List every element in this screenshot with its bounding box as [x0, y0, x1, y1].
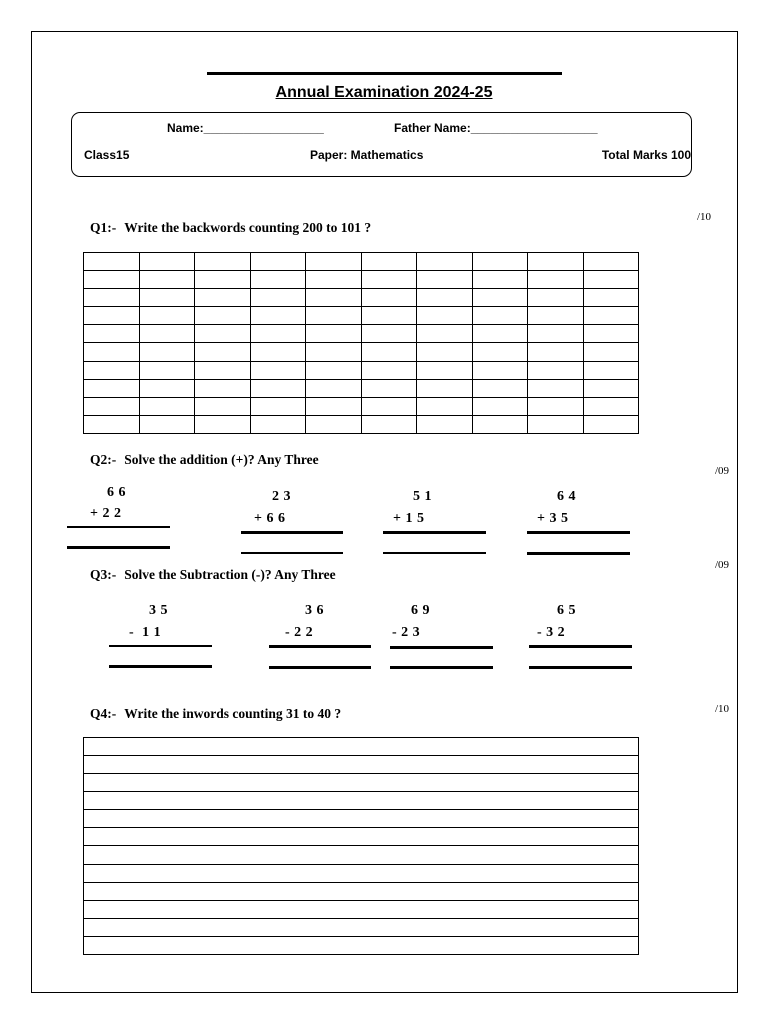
- q1-title: [90, 220, 371, 236]
- q1-grid-cell[interactable]: [417, 289, 473, 307]
- q1-grid-cell[interactable]: [361, 307, 417, 325]
- header-rule: [207, 72, 562, 75]
- q1-grid-cell[interactable]: [306, 361, 362, 379]
- q1-grid-cell[interactable]: [472, 289, 528, 307]
- q3-problem-3-top: 6 9: [411, 603, 430, 618]
- q1-grid-cell[interactable]: [583, 343, 639, 361]
- q4-answer-line: [84, 774, 639, 792]
- q4-answer-cell[interactable]: [84, 882, 639, 900]
- q1-grid-cell[interactable]: [528, 361, 584, 379]
- q1-grid-row: [84, 397, 639, 415]
- q4-answer-cell[interactable]: [84, 792, 639, 810]
- q1-grid-cell[interactable]: [139, 397, 195, 415]
- q1-grid-cell[interactable]: [583, 307, 639, 325]
- q2-title: [90, 452, 319, 468]
- q4-answer-cell[interactable]: [84, 864, 639, 882]
- q1-grid-cell[interactable]: [417, 307, 473, 325]
- q3-title: [90, 567, 336, 583]
- q2-problem-1-bottom: + 2 2: [90, 506, 122, 521]
- q1-grid-cell[interactable]: [583, 253, 639, 271]
- q1-grid-cell[interactable]: [583, 379, 639, 397]
- q4-answer-cell[interactable]: [84, 846, 639, 864]
- q4-text: Write the inwords counting 31 to 40 ?: [124, 706, 342, 721]
- q1-grid-row: [84, 379, 639, 397]
- q1-grid-cell[interactable]: [417, 379, 473, 397]
- q1-grid-cell[interactable]: [195, 397, 251, 415]
- q1-grid-cell[interactable]: [139, 325, 195, 343]
- q4-number: Q4:-: [90, 706, 117, 721]
- q1-grid-cell[interactable]: [306, 379, 362, 397]
- q3-problem-3-rule: [390, 646, 493, 649]
- q1-grid-cell[interactable]: [472, 415, 528, 433]
- q2-text: Solve the addition (+)? Any Three: [124, 452, 319, 467]
- q1-grid-cell[interactable]: [195, 325, 251, 343]
- q1-grid-cell[interactable]: [84, 415, 140, 433]
- q4-answer-lines[interactable]: [83, 737, 639, 955]
- q1-grid-cell[interactable]: [306, 343, 362, 361]
- q1-grid-cell[interactable]: [84, 253, 140, 271]
- q1-grid-cell[interactable]: [361, 397, 417, 415]
- q2-problem-4-answer-line[interactable]: [527, 552, 630, 555]
- q3-problem-4-top: 6 5: [557, 603, 576, 618]
- q4-answer-cell[interactable]: [84, 756, 639, 774]
- q1-grid-cell[interactable]: [583, 289, 639, 307]
- q2-problem-2-answer-line[interactable]: [241, 552, 343, 554]
- q3-problem-2-answer-line[interactable]: [269, 666, 371, 669]
- q1-grid-cell[interactable]: [84, 325, 140, 343]
- q1-grid-cell[interactable]: [195, 361, 251, 379]
- q3-problem-3-bottom: - 2 3: [392, 625, 421, 640]
- q1-grid-cell[interactable]: [417, 343, 473, 361]
- q1-grid-cell[interactable]: [139, 415, 195, 433]
- q4-answer-line: [84, 810, 639, 828]
- q3-problem-1-answer-line[interactable]: [109, 665, 212, 668]
- q1-grid-cell[interactable]: [472, 397, 528, 415]
- q1-grid-cell[interactable]: [528, 415, 584, 433]
- q1-grid-row: [84, 361, 639, 379]
- q4-answer-line: [84, 846, 639, 864]
- q4-answer-cell[interactable]: [84, 738, 639, 756]
- exam-title: Annual Examination 2024-25: [275, 84, 493, 101]
- q1-grid-cell[interactable]: [250, 289, 306, 307]
- q1-grid-cell[interactable]: [84, 343, 140, 361]
- q4-answer-line: [84, 918, 639, 936]
- paper-label: Paper: Mathematics: [310, 148, 424, 162]
- q1-grid-cell[interactable]: [84, 397, 140, 415]
- q1-grid-cell[interactable]: [528, 379, 584, 397]
- q1-grid-cell[interactable]: [361, 271, 417, 289]
- q2-problem-4-rule: [527, 531, 630, 534]
- q4-answer-cell[interactable]: [84, 810, 639, 828]
- q1-grid-cell[interactable]: [306, 325, 362, 343]
- q1-number: Q1:-: [90, 220, 117, 235]
- q4-answer-line: [84, 828, 639, 846]
- q1-marks: /10: [697, 211, 712, 223]
- q2-problem-1-top: 6 6: [107, 485, 126, 500]
- q1-grid-row: [84, 253, 639, 271]
- q1-grid-cell[interactable]: [250, 415, 306, 433]
- q1-grid-cell[interactable]: [306, 253, 362, 271]
- q1-grid-cell[interactable]: [306, 307, 362, 325]
- q1-grid-cell[interactable]: [195, 415, 251, 433]
- q4-answer-line: [84, 936, 639, 954]
- q1-grid-cell[interactable]: [250, 379, 306, 397]
- q1-grid-cell[interactable]: [139, 307, 195, 325]
- q3-problem-1-bottom: - 1 1: [129, 625, 162, 640]
- q1-grid-row: [84, 343, 639, 361]
- q1-grid-cell[interactable]: [417, 397, 473, 415]
- q1-grid-cell[interactable]: [250, 307, 306, 325]
- q1-answer-grid[interactable]: [83, 252, 639, 434]
- q2-problem-4-top: 6 4: [557, 489, 576, 504]
- q1-grid-cell[interactable]: [472, 253, 528, 271]
- q1-grid-cell[interactable]: [583, 325, 639, 343]
- q1-grid-cell[interactable]: [583, 271, 639, 289]
- q1-grid-cell[interactable]: [84, 271, 140, 289]
- q1-grid-cell[interactable]: [84, 379, 140, 397]
- q1-grid-cell[interactable]: [195, 307, 251, 325]
- q1-grid-cell[interactable]: [472, 379, 528, 397]
- q1-grid-cell[interactable]: [139, 289, 195, 307]
- q2-problem-4-bottom: + 3 5: [537, 511, 569, 526]
- q4-answer-line: [84, 738, 639, 756]
- q4-title: [90, 706, 341, 722]
- q1-grid-row: [84, 289, 639, 307]
- q4-answer-line: [84, 882, 639, 900]
- q3-problem-1-rule: [109, 645, 212, 647]
- q2-problem-2-top: 2 3: [272, 489, 291, 504]
- q1-grid-cell[interactable]: [361, 253, 417, 271]
- q4-answer-cell[interactable]: [84, 828, 639, 846]
- q1-grid-cell[interactable]: [528, 397, 584, 415]
- q2-problem-3-rule: [383, 531, 486, 534]
- q3-problem-3-answer-line[interactable]: [390, 666, 493, 669]
- q3-text: Solve the Subtraction (-)? Any Three: [124, 567, 336, 582]
- q2-marks: /09: [715, 465, 730, 477]
- q1-grid-cell[interactable]: [250, 361, 306, 379]
- q3-problem-4-bottom: - 3 2: [537, 625, 566, 640]
- q3-problem-1-top: 3 5: [149, 603, 168, 618]
- q2-problem-3-top: 5 1: [413, 489, 432, 504]
- q1-grid-cell[interactable]: [472, 361, 528, 379]
- q1-grid-cell[interactable]: [250, 325, 306, 343]
- q1-grid-cell[interactable]: [195, 289, 251, 307]
- q1-grid-cell[interactable]: [583, 361, 639, 379]
- student-info-box: [71, 112, 692, 177]
- q3-marks: /09: [715, 559, 730, 571]
- q1-grid-cell[interactable]: [361, 325, 417, 343]
- q1-grid-cell[interactable]: [583, 415, 639, 433]
- q1-grid-cell[interactable]: [306, 415, 362, 433]
- q3-problem-4-rule: [529, 645, 632, 648]
- q1-grid-cell[interactable]: [250, 271, 306, 289]
- q1-grid-row: [84, 307, 639, 325]
- q4-answer-line: [84, 756, 639, 774]
- q1-grid-cell[interactable]: [361, 415, 417, 433]
- q1-text: Write the backwords counting 200 to 101 ?: [124, 220, 372, 235]
- q1-grid-cell[interactable]: [306, 271, 362, 289]
- q1-grid-cell[interactable]: [417, 415, 473, 433]
- name-field: Name:__________________: [167, 121, 324, 135]
- q1-grid-cell[interactable]: [139, 253, 195, 271]
- q1-grid-cell[interactable]: [361, 361, 417, 379]
- q1-grid-cell[interactable]: [306, 289, 362, 307]
- q1-grid-cell[interactable]: [361, 343, 417, 361]
- q4-answer-line: [84, 900, 639, 918]
- q3-number: Q3:-: [90, 567, 117, 582]
- q1-grid-cell[interactable]: [306, 397, 362, 415]
- q1-grid-cell[interactable]: [583, 397, 639, 415]
- q1-grid-row: [84, 325, 639, 343]
- q4-answer-cell[interactable]: [84, 936, 639, 954]
- q1-grid-cell[interactable]: [417, 361, 473, 379]
- q1-grid-cell[interactable]: [528, 253, 584, 271]
- q4-answer-line: [84, 864, 639, 882]
- q1-grid-cell[interactable]: [472, 271, 528, 289]
- q1-grid-cell[interactable]: [195, 271, 251, 289]
- q2-problem-3-answer-line[interactable]: [383, 552, 486, 554]
- q1-grid-cell[interactable]: [528, 325, 584, 343]
- q1-grid-cell[interactable]: [195, 253, 251, 271]
- q1-grid-cell[interactable]: [528, 271, 584, 289]
- q2-problem-3-bottom: + 1 5: [393, 511, 425, 526]
- q4-answer-cell[interactable]: [84, 900, 639, 918]
- q1-grid-cell[interactable]: [139, 271, 195, 289]
- q1-grid-cell[interactable]: [528, 289, 584, 307]
- q1-grid-cell[interactable]: [472, 307, 528, 325]
- q2-problem-2-bottom: + 6 6: [254, 511, 286, 526]
- total-marks-label: Total Marks 100: [601, 148, 691, 162]
- q1-grid-cell[interactable]: [84, 307, 140, 325]
- q3-problem-4-answer-line[interactable]: [529, 666, 632, 669]
- q1-grid-row: [84, 415, 639, 433]
- q1-grid-cell[interactable]: [250, 397, 306, 415]
- q4-answer-cell[interactable]: [84, 774, 639, 792]
- q1-grid-cell[interactable]: [139, 361, 195, 379]
- q1-grid-cell[interactable]: [195, 379, 251, 397]
- q4-answer-line: [84, 792, 639, 810]
- q2-problem-2-rule: [241, 531, 343, 534]
- q1-grid-cell[interactable]: [472, 325, 528, 343]
- q1-grid-cell[interactable]: [250, 343, 306, 361]
- q1-grid-cell[interactable]: [139, 343, 195, 361]
- q1-grid-cell[interactable]: [361, 379, 417, 397]
- q3-problem-2-top: 3 6: [305, 603, 324, 618]
- q1-grid-cell[interactable]: [195, 343, 251, 361]
- q1-grid-cell[interactable]: [361, 289, 417, 307]
- q1-grid-cell[interactable]: [472, 343, 528, 361]
- q3-problem-2-rule: [269, 645, 371, 648]
- q1-grid-cell[interactable]: [417, 271, 473, 289]
- q1-grid-cell[interactable]: [528, 343, 584, 361]
- q2-problem-1-rule: [67, 526, 170, 528]
- q2-number: Q2:-: [90, 452, 117, 467]
- q1-grid-cell[interactable]: [417, 253, 473, 271]
- q1-grid-cell[interactable]: [528, 307, 584, 325]
- q4-marks: /10: [715, 703, 730, 715]
- q1-grid-row: [84, 271, 639, 289]
- q1-grid-cell[interactable]: [84, 361, 140, 379]
- q1-grid-cell[interactable]: [417, 325, 473, 343]
- q2-problem-1-answer-line[interactable]: [67, 546, 170, 549]
- q4-answer-cell[interactable]: [84, 918, 639, 936]
- q1-grid-cell[interactable]: [84, 289, 140, 307]
- class-label: Class15: [84, 148, 130, 162]
- q1-grid-cell[interactable]: [139, 379, 195, 397]
- father-name-field: Father Name:___________________: [394, 121, 598, 135]
- q3-problem-2-bottom: - 2 2: [285, 625, 314, 640]
- q1-grid-cell[interactable]: [250, 253, 306, 271]
